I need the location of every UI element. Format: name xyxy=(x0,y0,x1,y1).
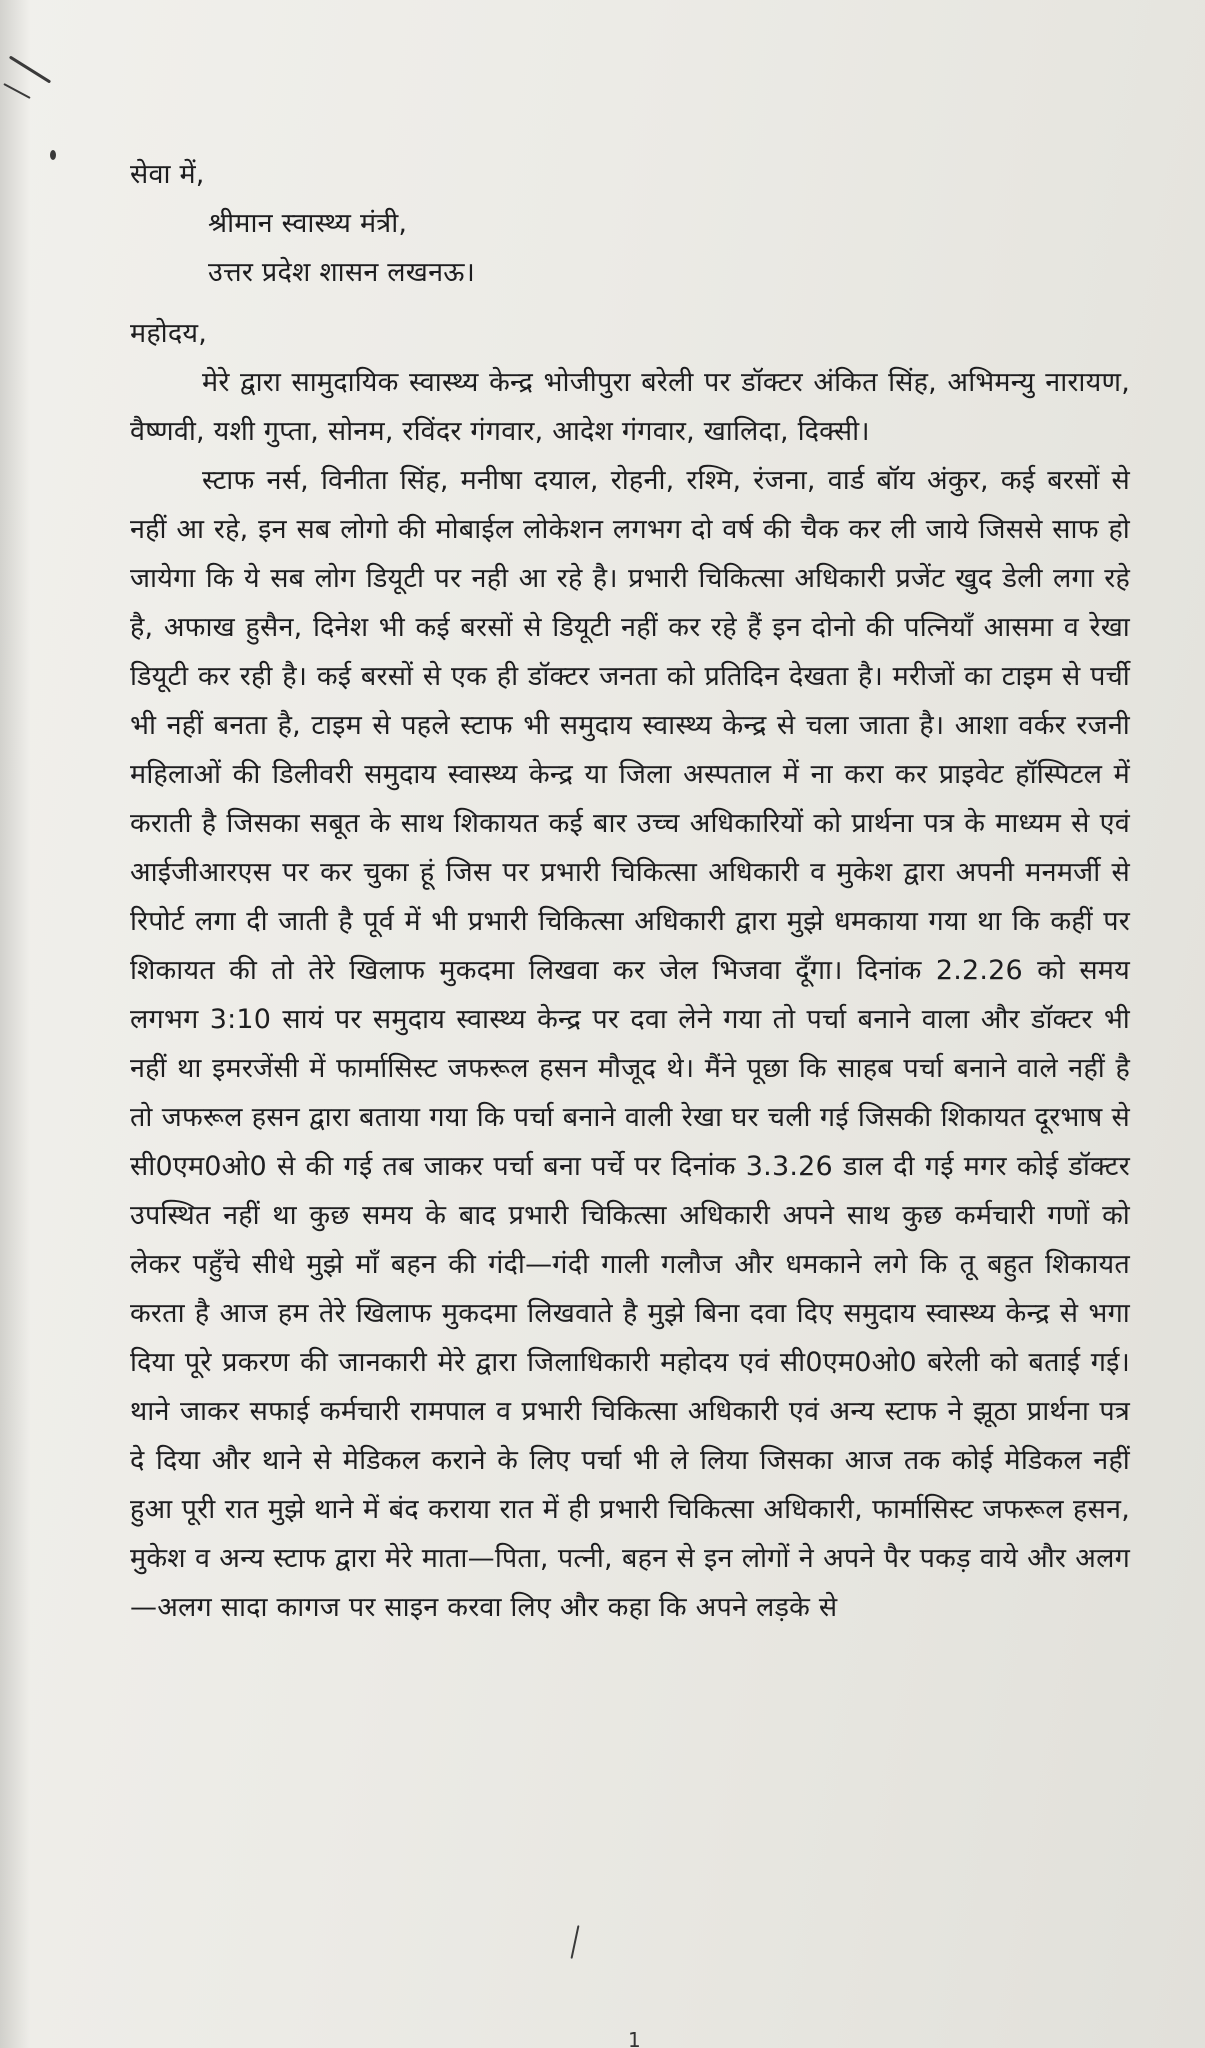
addressee-to: सेवा में, xyxy=(130,159,205,190)
letter-body xyxy=(130,150,1130,1632)
paragraph-2: स्टाफ नर्स, विनीता सिंह, मनीषा दयाल, रोहनी, रश्मि, रंजना, वार्ड बॉय अंकुर, कई बरसों से नहीं आ रहे, इन सब लोगो की मोबाईल लोकेशन लगभग दो वर्ष की चैक कर ली जाये जिससे साफ हो जायेगा कि ये सब लोग डियूटी पर नही आ रहे है। प्रभारी चिकित्सा अधिकारी प्रजेंट खुद डेली लगा रहे है, अफाख हुसैन, दिनेश भी कई बरसों से डियूटी नहीं कर रहे हैं इन दोनो की पत्नियॉं आसमा व रेखा डियूटी कर रही है। कई बरसों से एक ही डॉक्टर जनता को प्रतिदिन देखता है। मरीजों का टाइम से पर्ची भी नहीं बनता है, टाइम से पहले स्टाफ भी समुदाय स्वास्थ्य केन्द्र से चला जाता है। आशा वर्कर रजनी महिलाओं की डिलीवरी समुदाय स्वास्थ्य केन्द्र या जिला अस्पताल में ना करा कर प्राइवेट हॉस्पिटल में कराती है जिसका सबूत के साथ शिकायत कई बार उच्च अधिकारियों को प्रार्थना पत्र के माध्यम से एवं आईजीआरएस पर कर चुका हूं जिस पर प्रभारी चिकित्सा अधिकारी व मुकेश द्वारा अपनी मनमर्जी से रिपोर्ट लगा दी जाती है पूर्व में भी प्रभारी चिकित्सा अधिकारी द्वारा मुझे धमकाया गया था कि कहीं पर शिकायत की तो तेरे खिलाफ मुकदमा लिखवा कर जेल भिजवा दूॅंगा। दिनांक 2.2.26 को समय लगभग 3:10 सायं पर समुदाय स्वास्थ्य केन्द्र पर दवा लेने गया तो पर्चा बनाने वाला और डॉक्टर भी नहीं था इमरजेंसी में फार्मासिस्ट जफरूल हसन मौजूद थे। मैंने पूछा कि साहब पर्चा बनाने वाले नहीं है तो जफरूल हसन द्वारा बताया गया कि पर्चा बनाने वाली रेखा घर चली गई जिसकी शिकायत दूरभाष से सी0एम0ओ0 से की गई तब जाकर पर्चा बना पर्चे पर दिनांक 3.3.26 डाल दी गई मगर कोई डॉक्टर उपस्थित नहीं था कुछ समय के बाद प्रभारी चिकित्सा अधिकारी अपने साथ कुछ कर्मचारी गणों को लेकर पहुॅंचे सीधे मुझे मॉं बहन की गंदी—गंदी गाली गलौज और धमकाने लगे कि तू बहुत शिकायत करता है आज हम तेरे खिलाफ मुकदमा लिखवाते है मुझे बिना दवा दिए समुदाय स्वास्थ्य केन्द्र से भगा दिया पूरे प्रकरण की जानकारी मेरे द्वारा जिलाधिकारी महोदय एवं सी0एम0ओ0 बरेली को बताई गई। थाने जाकर सफाई कर्मचारी रामपाल व प्रभारी चिकित्सा अधिकारी एवं अन्य स्टाफ ने झूठा प्रार्थना पत्र दे दिया और थाने से मेडिकल कराने के लिए पर्चा भी ले लिया जिसका आज तक कोई मेडिकल नहीं हुआ पूरी रात मुझे थाने में बंद कराया रात में ही प्रभारी चिकित्सा अधिकारी, फार्मासिस्ट जफरूल हसन, मुकेश व अन्य स्टाफ द्वारा मेरे माता—पिता, पत्नी, बहन से इन लोगों ने अपने पैर पकड़ वाये और अलग—अलग सादा कागज पर साइन करवा लिए और कहा कि अपने लड़के से xyxy=(130,465,1130,1623)
spacer xyxy=(130,297,1130,309)
paragraph-1: मेरे द्वारा सामुदायिक स्वास्थ्य केन्द्र भोजीपुरा बरेली पर डॉक्टर अंकित सिंह, अभिमन्यु नारायण, वैष्णवी, यशी गुप्ता, सोनम, रविंदर गंगवार, आदेश गंगवार, खालिदा, दिक्सी। xyxy=(130,367,1130,447)
pen-stroke xyxy=(570,1925,579,1959)
page-edge-shadow xyxy=(0,0,30,2048)
pen-dot xyxy=(50,150,56,160)
addressee-line-1: श्रीमान स्वास्थ्य मंत्री, xyxy=(208,208,408,239)
salutation: महोदय, xyxy=(130,318,208,349)
addressee-line-2: उत्तर प्रदेश शासन लखनऊ। xyxy=(208,257,476,288)
page-number: 1 xyxy=(628,2028,641,2048)
